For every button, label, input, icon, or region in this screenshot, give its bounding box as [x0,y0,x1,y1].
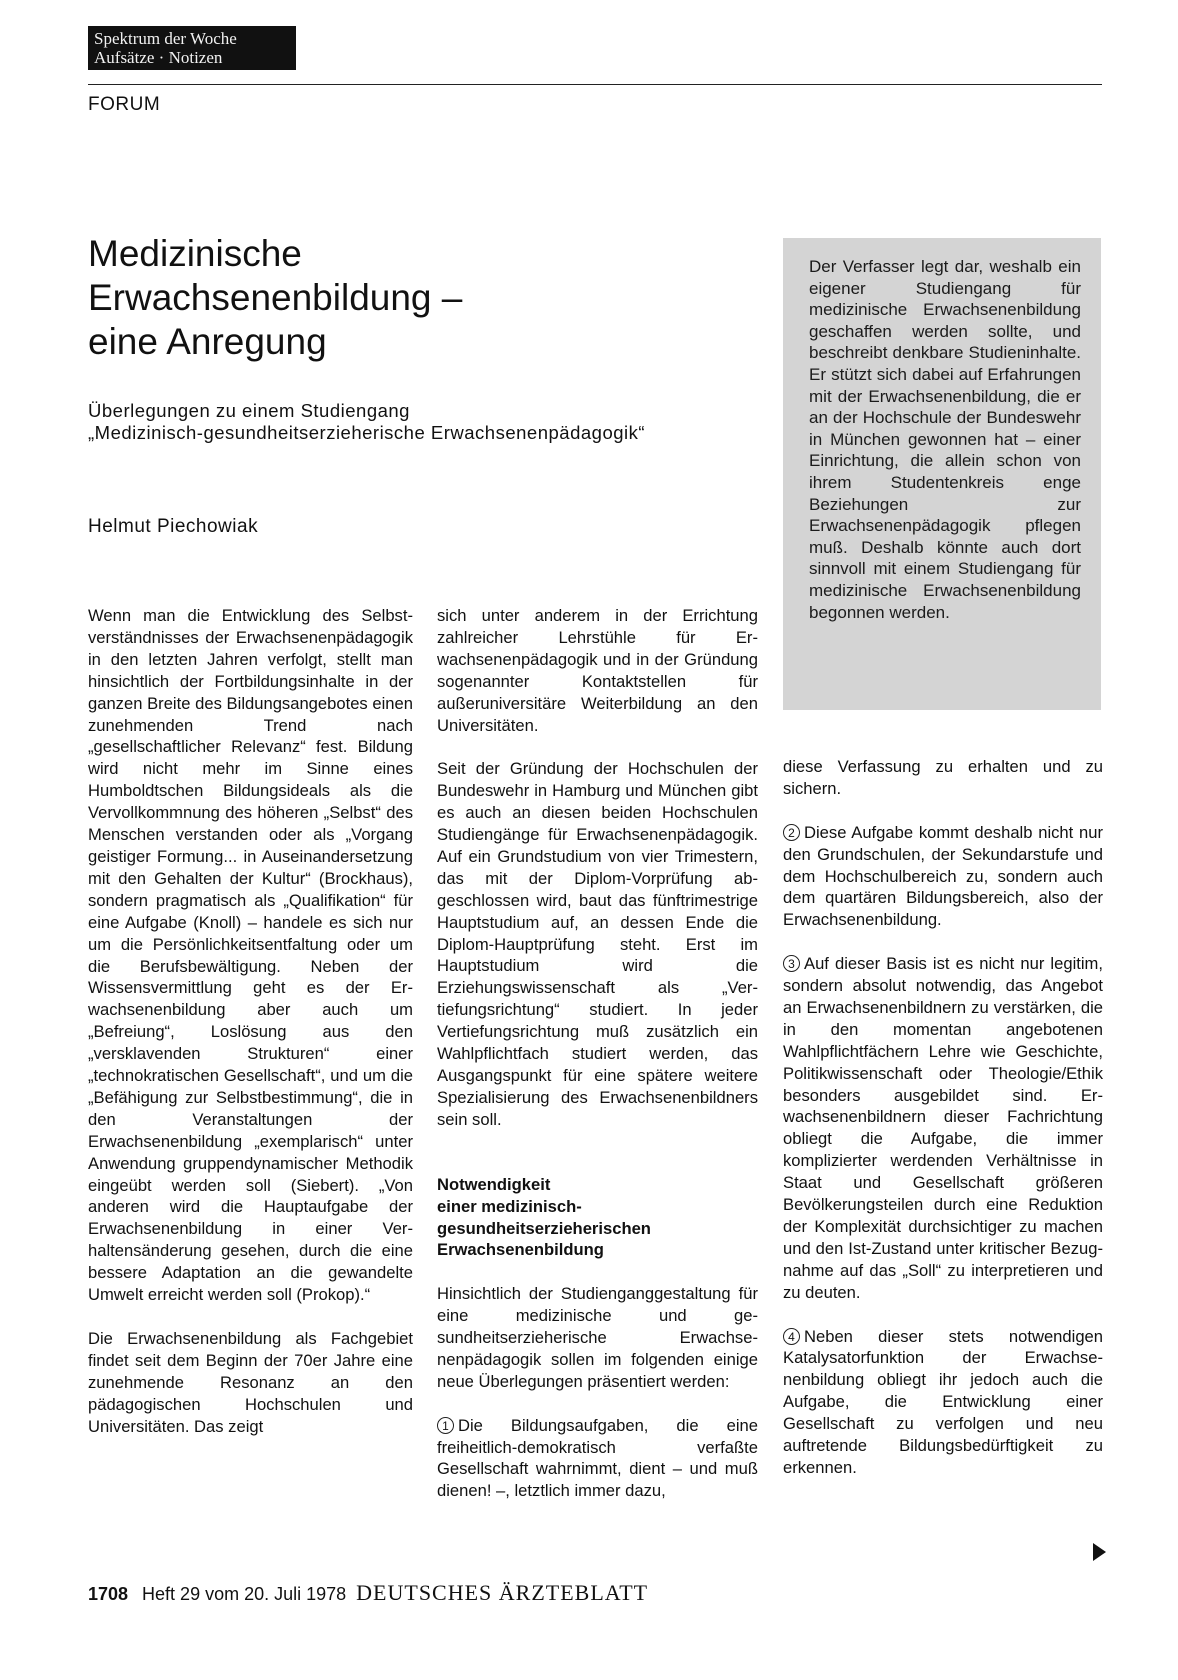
title-line-3: eine Anregung [88,321,327,362]
body-column-2 [437,605,758,1524]
continued-arrow-icon [1093,1543,1106,1561]
section-name: FORUM [88,94,161,115]
heading-line-4: Erwachsenenbildung [437,1240,604,1260]
circled-number: 4 [783,1328,800,1345]
heading-line-1: Notwendigkeit [437,1174,551,1194]
heading-line-3: gesundheitserzieherischen [437,1218,651,1238]
section-label-line2: Aufsätze · Notizen [94,48,223,67]
body-column-1 [88,605,413,1459]
paragraph: sich unter anderem in der Errichtung zahlreicher Lehrstühle für Erwachsenenpädagogik und in der Gründung sogenannter Kontaktstellen für außeruniversitäre Weiterbildung an den Universitäten. [437,606,758,735]
numbered-item-4 [783,1326,1103,1479]
section-label-box [88,26,296,70]
article-subtitle [88,400,748,444]
issue-info: Heft 29 vom 20. Juli 1978 [142,1584,347,1604]
numbered-item-3 [783,953,1103,1304]
page-number: 1708 [88,1584,129,1604]
paragraph: Seit der Gründung der Hochschulen der Bundeswehr in Hamburg und München gibt es auch an diesen beiden Hochschulen Studiengänge für Erwachsenenpädagogik. Auf ein Grundstudium von vier Trimestern, das mit der Diplom-Vorprüfung abgeschlossen wird, baut das fünftrimestrige Hauptstudium auf, an dessen Ende die Diplom-Hauptprüfung steht. Erst im Hauptstudium wird die Erziehungswissenschaft als „Vertiefungsrichtung“ studiert. In jeder Vertiefungsrichtung muß zusätzlich ein Wahlpflichtfach studiert werden, das Ausgangspunkt für eine spätere weitere Spezialisierung des Erwachsenenbildners sein soll. [437,759,758,1129]
body-column-3 [783,756,1103,1501]
title-line-1: Medizinische [88,233,302,274]
circled-number: 3 [783,955,800,972]
section-heading [437,1174,758,1262]
section-label-line1: Spektrum der Woche [94,29,237,48]
subtitle-line-1: Überlegungen zu einem Studiengang [88,400,410,421]
numbered-item-text: Die Bildungsaufgaben, die eine freiheitlich-demokratisch verfaßte Gesellschaft wahrnimmt, dient – und muß dienen! –, letztlich immer dazu, [437,1415,758,1501]
numbered-item-2 [783,822,1103,932]
numbered-item-text: Neben dieser stets notwendigen Katalysatorfunktion der Erwachsenenbildung obliegt ihr jedoch auch die Aufgabe, die Entwicklung einer Gesellschaft zu verfolgen und neu auftretende Bildungsbedürftigkeit zu erkennen. [783,1326,1103,1477]
circled-number: 1 [437,1417,454,1434]
abstract-text: Der Verfasser legt dar, weshalb ein eigener Studiengang für medizinische Erwachsenenbildung geschaffen werden sollte, und beschreibt denkbare Studieninhalte. Er stützt sich dabei auf Erfahrungen mit der Erwachsenenbildung, die er an der Hochschule der Bundeswehr in München gewonnen hat – einer Einrichtung, die allein schon von ihrem Studentenkreis enge Beziehungen zur Erwachsenenpädagogik pflegen muß. Deshalb könnte auch dort sinnvoll mit einem Studiengang für medizinische Erwachsenenbildung begonnen werden. [809,257,1081,622]
circled-number: 2 [783,824,800,841]
page-footer [88,1580,648,1606]
title-line-2: Erwachsenenbildung – [88,277,463,318]
numbered-item-text: Diese Aufgabe kommt deshalb nicht nur den Grundschulen, der Sekundarstufe und dem Hochschulbereich zu, sondern auch dem quartären Bildungsbereich, also der Erwachsenenbildung. [783,822,1103,930]
journal-name: DEUTSCHES ÄRZTEBLATT [356,1580,649,1605]
subtitle-line-2: „Medizinisch-gesundheitserzieherische Erwachsenenpädagogik“ [88,422,646,443]
author-name: Helmut Piechowiak [88,516,259,537]
article-title [88,232,728,364]
paragraph: diese Verfassung zu erhalten und zu sichern. [783,757,1103,798]
paragraph: Die Erwachsenenbildung als Fachgebiet findet seit dem Beginn der 70er Jahre eine zunehmende Resonanz an den pädagogischen Hochschulen und Universitäten. Das zeigt [88,1328,413,1436]
paragraph: Hinsichtlich der Studienganggestaltung für eine medizinische und gesundheitserzieherische Erwachsenenpädagogik sollen im folgenden einige neue Überlegungen präsentiert werden: [437,1284,758,1391]
numbered-item-1 [437,1415,758,1503]
abstract-box [783,238,1101,710]
heading-line-2: einer medizinisch- [437,1196,582,1216]
header-rule [88,84,1102,85]
paragraph: Wenn man die Entwicklung des Selbstverständnisses der Erwachsenenpädagogik in den letzten Jahren verfolgt, stellt man hinsichtlich der Fortbildungsinhalte in der ganzen Breite des Bildungsangebotes einen zunehmenden Trend nach „gesellschaftlicher Relevanz“ fest. Bildung wird nicht mehr im Sinne eines Humboldtschen Bildungsideals als die Vervollkommnung des höheren „Selbst“ des Menschen verstanden oder als „Vorgang geistiger Formung... in Auseinandersetzung mit den Gehalten der Kultur“ (Brockhaus), sondern pragmatisch als „Qualifikation“ für eine Aufgabe (Knoll) – handele es sich nur um die Persönlichkeitsentfaltung oder um die Berufsbewältigung. Neben der Wissensvermittlung geht es der Erwachsenenbildung aber auch um „Befreiung“, Loslösung aus den „versklavenden Strukturen“ einer „technokratischen Gesellschaft“, und um die „Befähigung zur Selbstbestimmung“, die in den Veranstaltungen der Erwachsenenbildung „exemplarisch“ unter Anwendung gruppendynamischer Methodik eingeübt werden soll (Siebert). „Von anderen wird die Hauptaufgabe der Erwachsenenbildung in einer Verhaltensänderung gesehen, durch die eine bessere Adaptation an die gewandelte Umwelt erreicht werden soll (Prokop).“ [88,606,413,1305]
numbered-item-text: Auf dieser Basis ist es nicht nur legitim, sondern absolut notwendig, das Angebot an Erwachsenenbildnern zu verstärken, die in den momentan angebotenen Wahlpflichtfächern Lehre wie Geschichte, Politikwissenschaft oder Theologie/Ethik besonders ausgebildet sind. Erwachsenenbildnern dieser Fachrichtung obliegt die Aufgabe, die immer komplizierter werdenden Verhältnisse in Staat und Gesellschaft größeren Bevölkerungsteilen durch eine Reduktion der Komplexität durchsichtiger zu machen und den Ist-Zustand unter kritischer Bezugnahme auf das „Soll“ zu interpretieren und zu deuten. [783,954,1103,1302]
